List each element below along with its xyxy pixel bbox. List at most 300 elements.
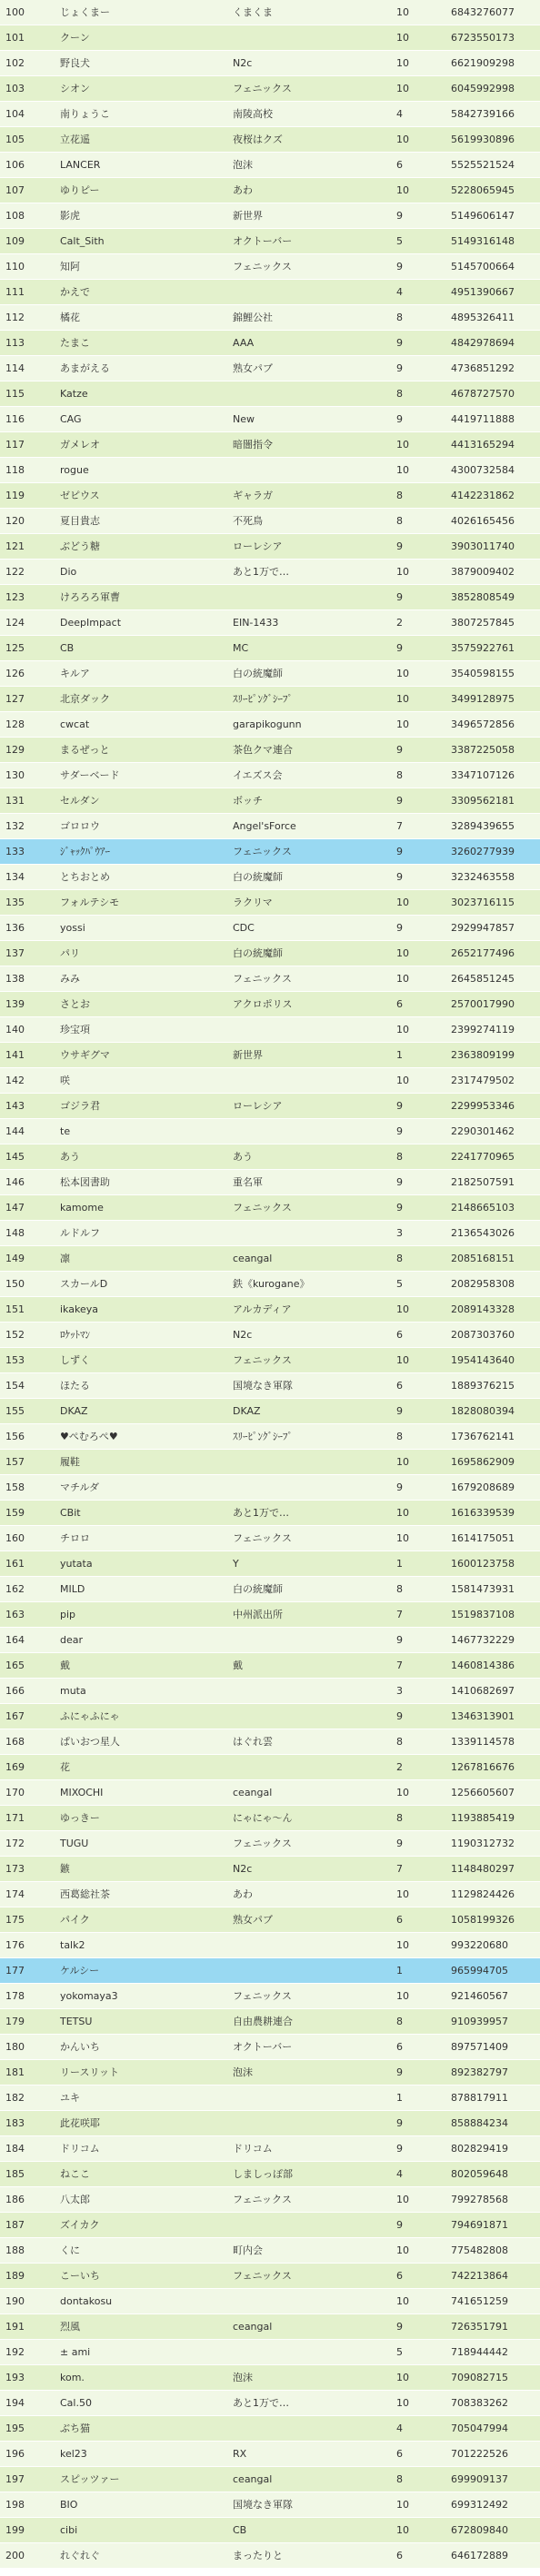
player-name-cell: pip bbox=[55, 1602, 227, 1628]
guild-name-cell: はぐれ雲 bbox=[227, 1729, 391, 1755]
player-name-cell: 烈風 bbox=[55, 2314, 227, 2340]
level-cell: 6 bbox=[391, 2035, 445, 2060]
guild-name-cell bbox=[227, 1119, 391, 1144]
ranking-row bbox=[0, 1831, 540, 1857]
guild-name-cell: 自由農耕連合 bbox=[227, 2009, 391, 2035]
rank-cell: 188 bbox=[0, 2238, 55, 2264]
rank-cell: 131 bbox=[0, 788, 55, 814]
score-cell: 1058199326 bbox=[445, 1907, 540, 1933]
ranking-row bbox=[0, 2543, 540, 2569]
score-cell: 3387225058 bbox=[445, 738, 540, 763]
level-cell: 8 bbox=[391, 509, 445, 534]
rank-cell: 189 bbox=[0, 2264, 55, 2289]
guild-name-cell: 熟女パブ bbox=[227, 1907, 391, 1933]
ranking-row bbox=[0, 2391, 540, 2416]
ranking-row bbox=[0, 1526, 540, 1551]
ranking-row bbox=[0, 1323, 540, 1348]
player-name-cell: 花 bbox=[55, 1755, 227, 1780]
ranking-row bbox=[0, 280, 540, 305]
player-name-cell: 鏃 bbox=[55, 1857, 227, 1882]
rank-cell: 169 bbox=[0, 1755, 55, 1780]
rank-cell: 115 bbox=[0, 381, 55, 407]
score-cell: 718944442 bbox=[445, 2340, 540, 2365]
player-name-cell: ぱいおつ星人 bbox=[55, 1729, 227, 1755]
guild-name-cell: アクロポリス bbox=[227, 992, 391, 1017]
player-name-cell: マチルダ bbox=[55, 1475, 227, 1501]
ranking-row bbox=[0, 1475, 540, 1501]
guild-name-cell: Angel'sForce bbox=[227, 814, 391, 839]
rank-cell: 113 bbox=[0, 331, 55, 356]
guild-name-cell: New bbox=[227, 407, 391, 432]
score-cell: 910939957 bbox=[445, 2009, 540, 2035]
score-cell: 4300732584 bbox=[445, 458, 540, 483]
rank-cell: 165 bbox=[0, 1653, 55, 1679]
level-cell: 10 bbox=[391, 2187, 445, 2213]
ranking-row bbox=[0, 407, 540, 432]
level-cell: 9 bbox=[391, 2111, 445, 2136]
player-name-cell: Katze bbox=[55, 381, 227, 407]
score-cell: 5149606147 bbox=[445, 203, 540, 229]
guild-name-cell: フェニックス bbox=[227, 839, 391, 865]
guild-name-cell: フェニックス bbox=[227, 2187, 391, 2213]
score-cell: 1467732229 bbox=[445, 1628, 540, 1653]
guild-name-cell bbox=[227, 1475, 391, 1501]
level-cell: 9 bbox=[391, 2213, 445, 2238]
level-cell: 5 bbox=[391, 2340, 445, 2365]
player-name-cell: 戴 bbox=[55, 1653, 227, 1679]
score-cell: 2570017990 bbox=[445, 992, 540, 1017]
score-cell: 2085168151 bbox=[445, 1246, 540, 1272]
score-cell: 699312492 bbox=[445, 2492, 540, 2518]
player-name-cell: ウサギグマ bbox=[55, 1043, 227, 1068]
level-cell: 9 bbox=[391, 839, 445, 865]
level-cell: 8 bbox=[391, 381, 445, 407]
ranking-row bbox=[0, 1373, 540, 1399]
level-cell: 10 bbox=[391, 1450, 445, 1475]
guild-name-cell: 白の統魔師 bbox=[227, 865, 391, 890]
guild-name-cell: ドリコム bbox=[227, 2136, 391, 2162]
rank-cell: 112 bbox=[0, 305, 55, 331]
score-cell: 3232463558 bbox=[445, 865, 540, 890]
guild-name-cell bbox=[227, 1679, 391, 1704]
score-cell: 2290301462 bbox=[445, 1119, 540, 1144]
player-name-cell: yossi bbox=[55, 916, 227, 941]
level-cell: 5 bbox=[391, 1272, 445, 1297]
rank-cell: 137 bbox=[0, 941, 55, 966]
player-name-cell: 松本図書助 bbox=[55, 1170, 227, 1195]
guild-name-cell bbox=[227, 2086, 391, 2111]
player-name-cell: 西葛総社茶 bbox=[55, 1882, 227, 1907]
guild-name-cell: フェニックス bbox=[227, 966, 391, 992]
ranking-row bbox=[0, 1399, 540, 1424]
rank-cell: 187 bbox=[0, 2213, 55, 2238]
ranking-row bbox=[0, 2162, 540, 2187]
rank-cell: 117 bbox=[0, 432, 55, 458]
rank-cell: 181 bbox=[0, 2060, 55, 2086]
rank-cell: 116 bbox=[0, 407, 55, 432]
level-cell: 9 bbox=[391, 2314, 445, 2340]
guild-name-cell bbox=[227, 1958, 391, 1984]
rank-cell: 162 bbox=[0, 1577, 55, 1602]
score-cell: 2089143328 bbox=[445, 1297, 540, 1323]
rank-cell: 163 bbox=[0, 1602, 55, 1628]
rank-cell: 146 bbox=[0, 1170, 55, 1195]
score-cell: 3289439655 bbox=[445, 814, 540, 839]
rank-cell: 128 bbox=[0, 712, 55, 738]
score-cell: 3575922761 bbox=[445, 636, 540, 661]
guild-name-cell: CB bbox=[227, 2518, 391, 2543]
score-cell: 672809840 bbox=[445, 2518, 540, 2543]
guild-name-cell: アルカディア bbox=[227, 1297, 391, 1323]
guild-name-cell: フェニックス bbox=[227, 1831, 391, 1857]
rank-cell: 185 bbox=[0, 2162, 55, 2187]
player-name-cell: ｼﾞｬｯｸﾊﾟｳｱｰ bbox=[55, 839, 227, 865]
rank-cell: 192 bbox=[0, 2340, 55, 2365]
guild-name-cell: フェニックス bbox=[227, 254, 391, 280]
guild-name-cell: 熟女パブ bbox=[227, 356, 391, 381]
rank-cell: 197 bbox=[0, 2467, 55, 2492]
level-cell: 9 bbox=[391, 254, 445, 280]
guild-name-cell: 泡沫 bbox=[227, 2060, 391, 2086]
guild-name-cell: CDC bbox=[227, 916, 391, 941]
guild-name-cell: MC bbox=[227, 636, 391, 661]
rank-cell: 125 bbox=[0, 636, 55, 661]
rank-cell: 193 bbox=[0, 2365, 55, 2391]
player-name-cell: セルダン bbox=[55, 788, 227, 814]
guild-name-cell: ｽﾘｰﾋﾟﾝｸﾞｼｰﾌﾟ bbox=[227, 1424, 391, 1450]
score-cell: 3347107126 bbox=[445, 763, 540, 788]
level-cell: 4 bbox=[391, 280, 445, 305]
player-name-cell: TETSU bbox=[55, 2009, 227, 2035]
level-cell: 10 bbox=[391, 661, 445, 687]
level-cell: 10 bbox=[391, 890, 445, 916]
player-name-cell: フォルテシモ bbox=[55, 890, 227, 916]
rank-cell: 175 bbox=[0, 1907, 55, 1933]
rank-cell: 142 bbox=[0, 1068, 55, 1094]
guild-name-cell bbox=[227, 1933, 391, 1958]
level-cell: 10 bbox=[391, 941, 445, 966]
guild-name-cell: ceangal bbox=[227, 2467, 391, 2492]
player-name-cell: ゴロロウ bbox=[55, 814, 227, 839]
player-name-cell: サダーベード bbox=[55, 763, 227, 788]
score-cell: 6045992998 bbox=[445, 76, 540, 102]
level-cell: 9 bbox=[391, 916, 445, 941]
level-cell: 10 bbox=[391, 51, 445, 76]
guild-name-cell bbox=[227, 1221, 391, 1246]
ranking-row bbox=[0, 738, 540, 763]
ranking-row bbox=[0, 229, 540, 254]
ranking-row bbox=[0, 2238, 540, 2264]
level-cell: 10 bbox=[391, 458, 445, 483]
level-cell: 10 bbox=[391, 1501, 445, 1526]
rank-cell: 138 bbox=[0, 966, 55, 992]
score-cell: 1193885419 bbox=[445, 1806, 540, 1831]
player-name-cell: ドリコム bbox=[55, 2136, 227, 2162]
player-name-cell: ユキ bbox=[55, 2086, 227, 2111]
player-name-cell: ふにゃふにゃ bbox=[55, 1704, 227, 1729]
level-cell: 10 bbox=[391, 2289, 445, 2314]
rank-cell: 190 bbox=[0, 2289, 55, 2314]
ranking-row bbox=[0, 814, 540, 839]
player-name-cell: cwcat bbox=[55, 712, 227, 738]
level-cell: 8 bbox=[391, 1246, 445, 1272]
ranking-row bbox=[0, 1755, 540, 1780]
rank-cell: 133 bbox=[0, 839, 55, 865]
rank-cell: 111 bbox=[0, 280, 55, 305]
player-name-cell: ♥ぺむろぺ♥ bbox=[55, 1424, 227, 1450]
ranking-row bbox=[0, 178, 540, 203]
player-name-cell: Dio bbox=[55, 560, 227, 585]
guild-name-cell: 錦鯉公社 bbox=[227, 305, 391, 331]
guild-name-cell: 国境なき軍隊 bbox=[227, 2492, 391, 2518]
ranking-row bbox=[0, 788, 540, 814]
guild-name-cell: あう bbox=[227, 1144, 391, 1170]
ranking-row bbox=[0, 966, 540, 992]
level-cell: 8 bbox=[391, 2467, 445, 2492]
rank-cell: 179 bbox=[0, 2009, 55, 2035]
ranking-row bbox=[0, 1348, 540, 1373]
score-cell: 1410682697 bbox=[445, 1679, 540, 1704]
player-name-cell: あまがえる bbox=[55, 356, 227, 381]
ranking-row bbox=[0, 356, 540, 381]
ranking-row bbox=[0, 763, 540, 788]
level-cell: 10 bbox=[391, 1526, 445, 1551]
guild-name-cell bbox=[227, 2213, 391, 2238]
player-name-cell: 南りょうこ bbox=[55, 102, 227, 127]
level-cell: 6 bbox=[391, 2264, 445, 2289]
rank-cell: 141 bbox=[0, 1043, 55, 1068]
ranking-row bbox=[0, 1729, 540, 1755]
level-cell: 8 bbox=[391, 1806, 445, 1831]
ranking-row bbox=[0, 203, 540, 229]
score-cell: 1346313901 bbox=[445, 1704, 540, 1729]
player-name-cell: パリ bbox=[55, 941, 227, 966]
rank-cell: 153 bbox=[0, 1348, 55, 1373]
ranking-row bbox=[0, 534, 540, 560]
player-name-cell: チロロ bbox=[55, 1526, 227, 1551]
level-cell: 9 bbox=[391, 356, 445, 381]
player-name-cell: 野良犬 bbox=[55, 51, 227, 76]
player-name-cell: dontakosu bbox=[55, 2289, 227, 2314]
score-cell: 2136543026 bbox=[445, 1221, 540, 1246]
player-name-cell: ガメレオ bbox=[55, 432, 227, 458]
rank-cell: 157 bbox=[0, 1450, 55, 1475]
rank-cell: 106 bbox=[0, 153, 55, 178]
guild-name-cell: オクトーバー bbox=[227, 2035, 391, 2060]
score-cell: 4413165294 bbox=[445, 432, 540, 458]
player-name-cell: CBit bbox=[55, 1501, 227, 1526]
rank-cell: 118 bbox=[0, 458, 55, 483]
level-cell: 9 bbox=[391, 1628, 445, 1653]
rank-cell: 105 bbox=[0, 127, 55, 153]
level-cell: 8 bbox=[391, 2009, 445, 2035]
ranking-row bbox=[0, 687, 540, 712]
player-name-cell: くに bbox=[55, 2238, 227, 2264]
player-name-cell: かんいち bbox=[55, 2035, 227, 2060]
level-cell: 9 bbox=[391, 2060, 445, 2086]
player-name-cell: あう bbox=[55, 1144, 227, 1170]
level-cell: 9 bbox=[391, 1195, 445, 1221]
ranking-row bbox=[0, 1806, 540, 1831]
score-cell: 5619930896 bbox=[445, 127, 540, 153]
score-cell: 5842739166 bbox=[445, 102, 540, 127]
score-cell: 1148480297 bbox=[445, 1857, 540, 1882]
rank-cell: 152 bbox=[0, 1323, 55, 1348]
rank-cell: 126 bbox=[0, 661, 55, 687]
rank-cell: 139 bbox=[0, 992, 55, 1017]
guild-name-cell: 戴 bbox=[227, 1653, 391, 1679]
ranking-row bbox=[0, 2365, 540, 2391]
level-cell: 1 bbox=[391, 2086, 445, 2111]
ranking-row bbox=[0, 1882, 540, 1907]
rank-cell: 191 bbox=[0, 2314, 55, 2340]
guild-name-cell: 中州派出所 bbox=[227, 1602, 391, 1628]
guild-name-cell bbox=[227, 25, 391, 51]
ranking-row bbox=[0, 636, 540, 661]
guild-name-cell: 新世界 bbox=[227, 203, 391, 229]
level-cell: 6 bbox=[391, 2442, 445, 2467]
player-name-cell: パイク bbox=[55, 1907, 227, 1933]
score-cell: 858884234 bbox=[445, 2111, 540, 2136]
rank-cell: 119 bbox=[0, 483, 55, 509]
score-cell: 802059648 bbox=[445, 2162, 540, 2187]
guild-name-cell: 白の統魔師 bbox=[227, 1577, 391, 1602]
guild-name-cell: 泡沫 bbox=[227, 2365, 391, 2391]
player-name-cell: 影虎 bbox=[55, 203, 227, 229]
level-cell: 7 bbox=[391, 1602, 445, 1628]
ranking-row bbox=[0, 2136, 540, 2162]
ranking-row bbox=[0, 1424, 540, 1450]
level-cell: 9 bbox=[391, 738, 445, 763]
guild-name-cell: 暗闇指令 bbox=[227, 432, 391, 458]
rank-cell: 183 bbox=[0, 2111, 55, 2136]
player-name-cell: 珍宝項 bbox=[55, 1017, 227, 1043]
guild-name-cell: フェニックス bbox=[227, 1526, 391, 1551]
ranking-row bbox=[0, 2187, 540, 2213]
level-cell: 9 bbox=[391, 331, 445, 356]
level-cell: 8 bbox=[391, 1577, 445, 1602]
guild-name-cell: フェニックス bbox=[227, 1984, 391, 2009]
rank-cell: 149 bbox=[0, 1246, 55, 1272]
ranking-row bbox=[0, 1272, 540, 1297]
ranking-row bbox=[0, 127, 540, 153]
guild-name-cell bbox=[227, 381, 391, 407]
level-cell: 10 bbox=[391, 127, 445, 153]
rank-cell: 155 bbox=[0, 1399, 55, 1424]
rank-cell: 195 bbox=[0, 2416, 55, 2442]
rank-cell: 148 bbox=[0, 1221, 55, 1246]
score-cell: 897571409 bbox=[445, 2035, 540, 2060]
score-cell: 1828080394 bbox=[445, 1399, 540, 1424]
rank-cell: 144 bbox=[0, 1119, 55, 1144]
score-cell: 5228065945 bbox=[445, 178, 540, 203]
score-cell: 892382797 bbox=[445, 2060, 540, 2086]
guild-name-cell: ceangal bbox=[227, 2314, 391, 2340]
rank-cell: 161 bbox=[0, 1551, 55, 1577]
rank-cell: 102 bbox=[0, 51, 55, 76]
ranking-row bbox=[0, 2416, 540, 2442]
ranking-row bbox=[0, 1602, 540, 1628]
player-name-cell: スカールD bbox=[55, 1272, 227, 1297]
ranking-row bbox=[0, 331, 540, 356]
level-cell: 6 bbox=[391, 153, 445, 178]
score-cell: 993220680 bbox=[445, 1933, 540, 1958]
ranking-row bbox=[0, 1679, 540, 1704]
guild-name-cell: くまくま bbox=[227, 0, 391, 25]
score-cell: 1256605607 bbox=[445, 1780, 540, 1806]
ranking-row bbox=[0, 1958, 540, 1984]
score-cell: 742213864 bbox=[445, 2264, 540, 2289]
ranking-row bbox=[0, 1221, 540, 1246]
rank-cell: 171 bbox=[0, 1806, 55, 1831]
level-cell: 9 bbox=[391, 788, 445, 814]
level-cell: 10 bbox=[391, 687, 445, 712]
player-name-cell: ズイカク bbox=[55, 2213, 227, 2238]
guild-name-cell: しましっぽ部 bbox=[227, 2162, 391, 2187]
player-name-cell: 咲 bbox=[55, 1068, 227, 1094]
score-cell: 6621909298 bbox=[445, 51, 540, 76]
level-cell: 6 bbox=[391, 1323, 445, 1348]
rank-cell: 122 bbox=[0, 560, 55, 585]
score-cell: 2148665103 bbox=[445, 1195, 540, 1221]
score-cell: 1339114578 bbox=[445, 1729, 540, 1755]
player-name-cell: rogue bbox=[55, 458, 227, 483]
level-cell: 9 bbox=[391, 407, 445, 432]
ranking-row bbox=[0, 0, 540, 25]
rank-cell: 164 bbox=[0, 1628, 55, 1653]
score-cell: 3852808549 bbox=[445, 585, 540, 610]
player-name-cell: クーン bbox=[55, 25, 227, 51]
score-cell: 1581473931 bbox=[445, 1577, 540, 1602]
score-cell: 4678727570 bbox=[445, 381, 540, 407]
score-cell: 5149316148 bbox=[445, 229, 540, 254]
score-cell: 1267816676 bbox=[445, 1755, 540, 1780]
rank-cell: 196 bbox=[0, 2442, 55, 2467]
level-cell: 10 bbox=[391, 1984, 445, 2009]
guild-name-cell: ラクリマ bbox=[227, 890, 391, 916]
player-name-cell: けろろろ軍曹 bbox=[55, 585, 227, 610]
rank-cell: 184 bbox=[0, 2136, 55, 2162]
ranking-row bbox=[0, 2086, 540, 2111]
rank-cell: 147 bbox=[0, 1195, 55, 1221]
rank-cell: 123 bbox=[0, 585, 55, 610]
ranking-row bbox=[0, 560, 540, 585]
player-name-cell: ケルシー bbox=[55, 1958, 227, 1984]
score-cell: 2317479502 bbox=[445, 1068, 540, 1094]
guild-name-cell bbox=[227, 280, 391, 305]
guild-name-cell bbox=[227, 2416, 391, 2442]
player-name-cell: 立花遥 bbox=[55, 127, 227, 153]
rank-cell: 134 bbox=[0, 865, 55, 890]
guild-name-cell: イエズス会 bbox=[227, 763, 391, 788]
ranking-row bbox=[0, 2289, 540, 2314]
rank-cell: 154 bbox=[0, 1373, 55, 1399]
rank-cell: 160 bbox=[0, 1526, 55, 1551]
score-cell: 4895326411 bbox=[445, 305, 540, 331]
score-cell: 2182507591 bbox=[445, 1170, 540, 1195]
level-cell: 9 bbox=[391, 585, 445, 610]
ranking-row bbox=[0, 1907, 540, 1933]
score-cell: 4026165456 bbox=[445, 509, 540, 534]
score-cell: 1695862909 bbox=[445, 1450, 540, 1475]
ranking-row bbox=[0, 102, 540, 127]
player-name-cell: かえで bbox=[55, 280, 227, 305]
ranking-row bbox=[0, 1246, 540, 1272]
score-cell: 5145700664 bbox=[445, 254, 540, 280]
guild-name-cell bbox=[227, 1068, 391, 1094]
rank-cell: 174 bbox=[0, 1882, 55, 1907]
player-name-cell: 知阿 bbox=[55, 254, 227, 280]
